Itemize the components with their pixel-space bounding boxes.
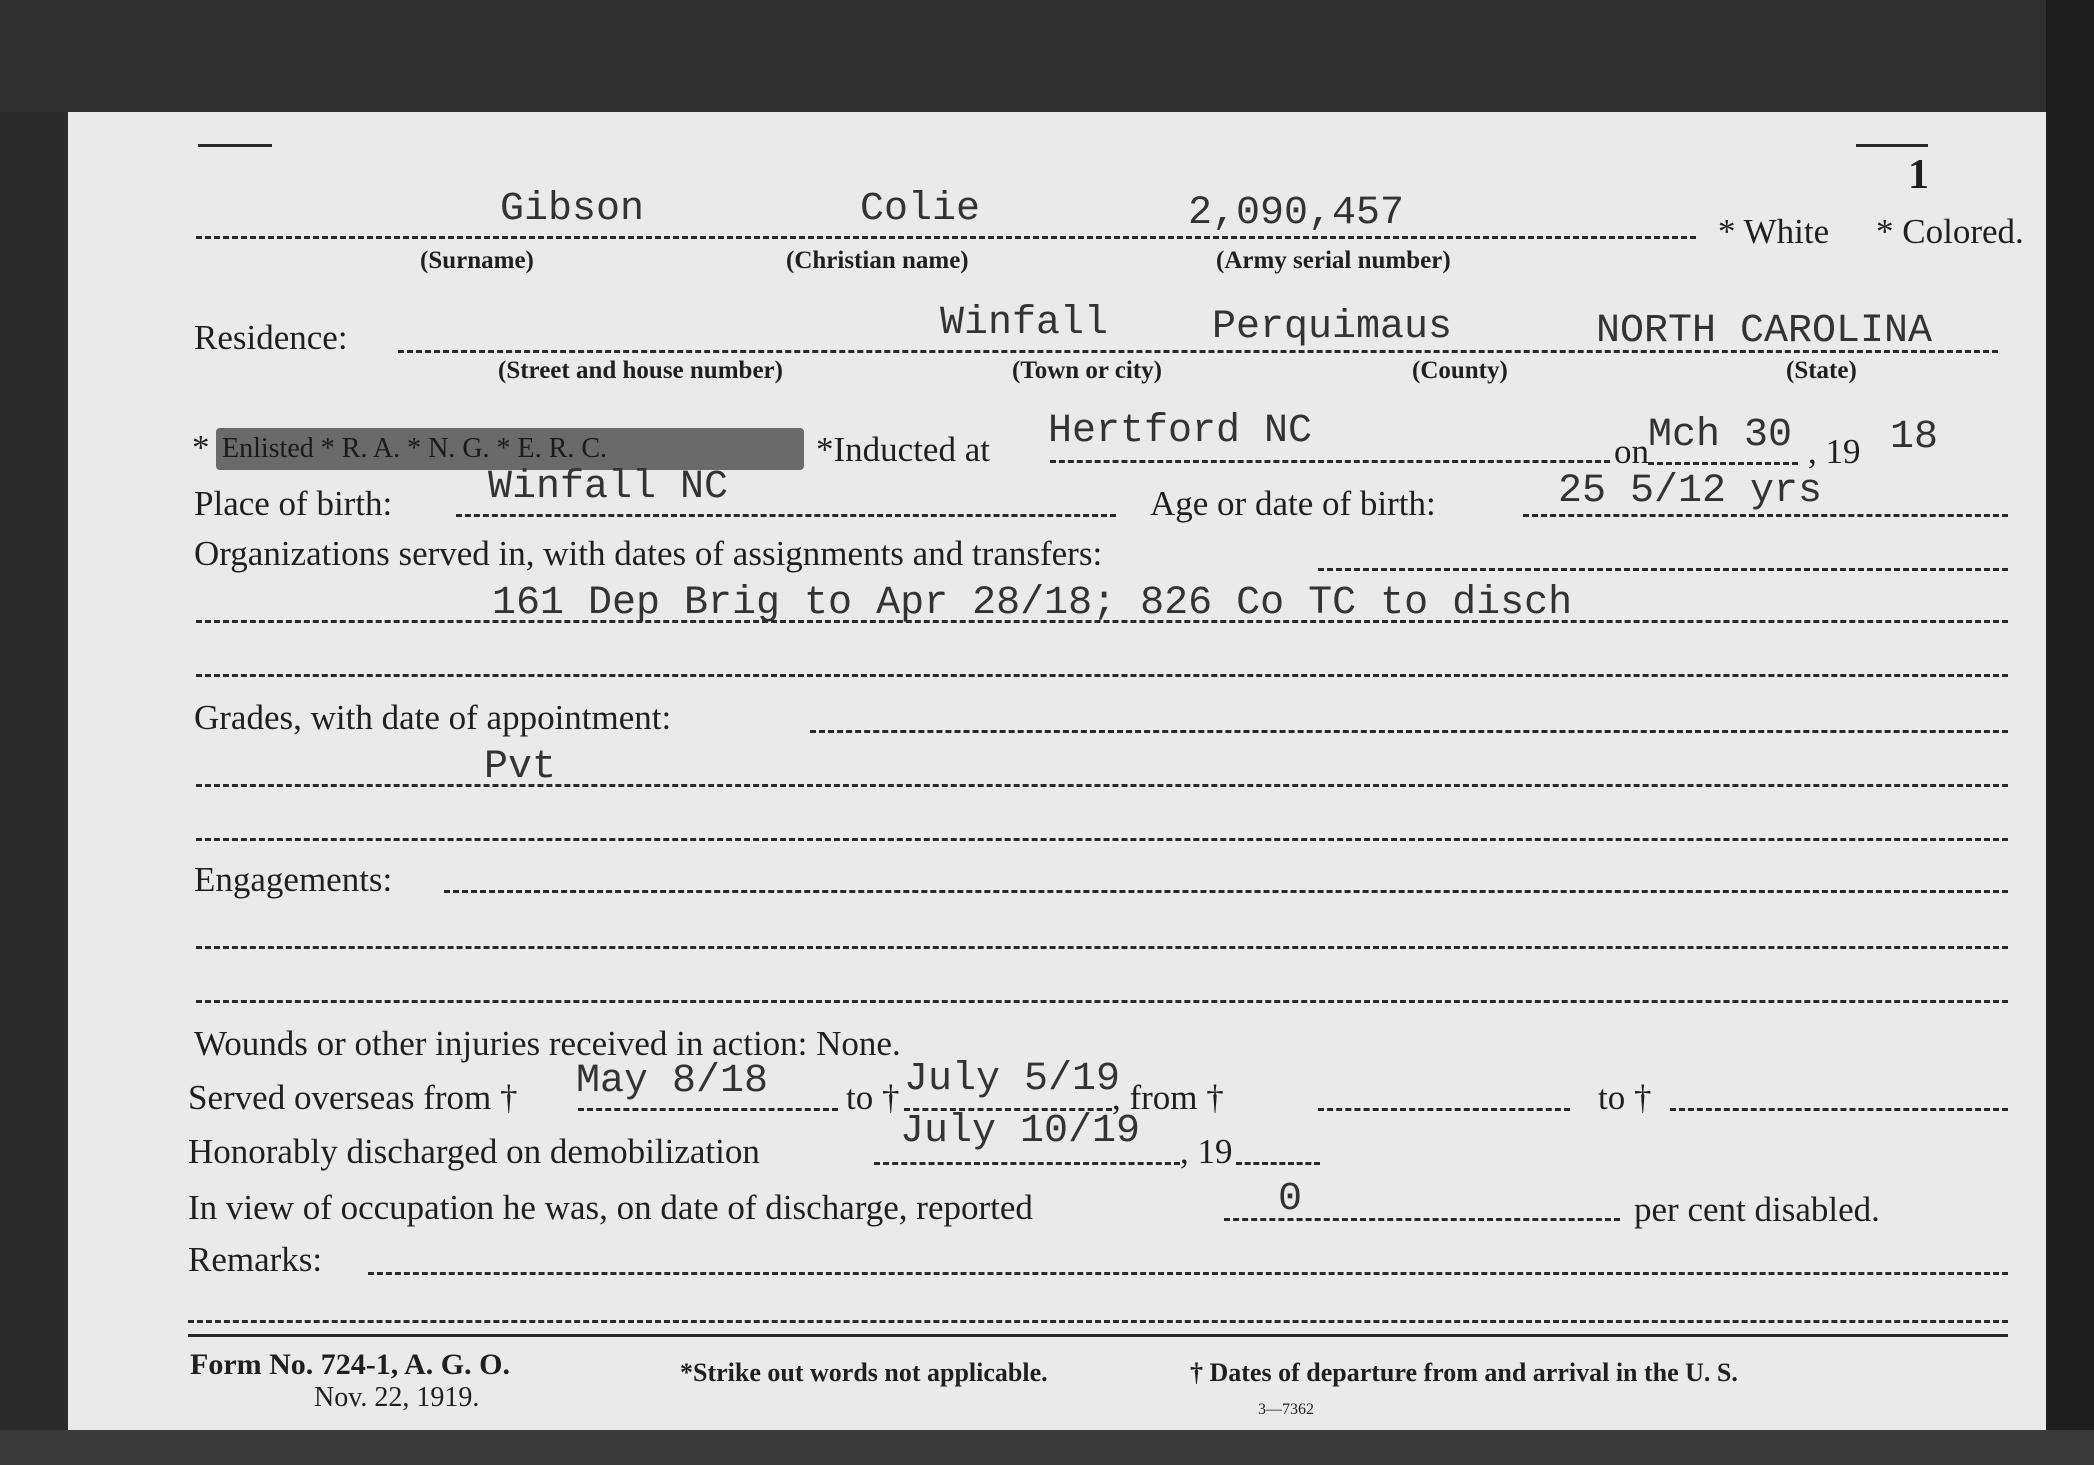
footer-rule xyxy=(188,1334,2008,1337)
disability-value: 0 xyxy=(1278,1177,1303,1222)
card-number: 1 xyxy=(1908,152,1929,198)
residence-county: Perquimaus xyxy=(1212,305,1453,350)
scan-background-top xyxy=(0,0,2094,112)
name-line xyxy=(196,236,1696,239)
serial-number-caption: (Army serial number) xyxy=(1216,247,1451,274)
scan-background-right xyxy=(2046,0,2094,1465)
footnote-strike-out: *Strike out words not applicable. xyxy=(680,1358,1048,1387)
residence-line xyxy=(398,350,1998,353)
disability-label: In view of occupation he was, on date of discharge, reported xyxy=(188,1188,1033,1227)
induction-place-line xyxy=(1050,460,1610,463)
county-caption: (County) xyxy=(1412,357,1508,384)
struck-out-enlisted-options xyxy=(216,428,804,470)
overseas-from2-label: , from † xyxy=(1112,1078,1224,1117)
discharge-date-line xyxy=(874,1162,1180,1165)
organizations-entry: 161 Dep Brig to Apr 28/18; 826 Co TC to disch xyxy=(492,581,1573,626)
print-code: 3—7362 xyxy=(1258,1401,1314,1418)
top-left-rule xyxy=(198,144,272,147)
footnote-dates: † Dates of departure from and arrival in the U. S. xyxy=(1190,1358,1738,1387)
surname-caption: (Surname) xyxy=(420,247,534,274)
white-option: * White xyxy=(1718,212,1830,251)
town-caption: (Town or city) xyxy=(1012,357,1162,384)
organizations-line-1 xyxy=(1318,568,2008,571)
discharge-label: Honorably discharged on demobilization xyxy=(188,1132,760,1171)
struck-out-text: Enlisted * R. A. * N. G. * E. R. C. xyxy=(222,433,608,464)
engagements-line-1 xyxy=(444,890,2008,893)
overseas-to-date: July 5/19 xyxy=(904,1057,1121,1102)
grades-entry: Pvt xyxy=(484,745,557,790)
overseas-to2-label: to † xyxy=(1598,1078,1652,1117)
induction-on-label: on xyxy=(1614,432,1649,471)
induction-year-prefix: , 19 xyxy=(1808,432,1861,471)
organizations-line-2 xyxy=(196,620,2008,623)
state-caption: (State) xyxy=(1786,357,1857,384)
induction-date-line xyxy=(1648,462,1798,465)
place-of-birth-value: Winfall NC xyxy=(488,465,729,510)
residence-town: Winfall xyxy=(940,301,1109,346)
enlisted-asterisk: * xyxy=(192,428,210,467)
engagements-line-3 xyxy=(196,1000,2008,1003)
age-label: Age or date of birth: xyxy=(1150,484,1436,523)
induction-place: Hertford NC xyxy=(1048,409,1313,454)
disability-suffix: per cent disabled. xyxy=(1634,1190,1880,1229)
grades-label: Grades, with date of appointment: xyxy=(194,698,672,737)
served-overseas-label: Served overseas from † xyxy=(188,1078,518,1117)
place-of-birth-label: Place of birth: xyxy=(194,484,393,523)
christian-name-caption: (Christian name) xyxy=(786,247,969,274)
engagements-label: Engagements: xyxy=(194,860,393,899)
form-number: Form No. 724-1, A. G. O. xyxy=(190,1348,510,1381)
christian-name-value: Colie xyxy=(860,187,981,232)
remarks-line-2 xyxy=(188,1320,2008,1323)
disability-line xyxy=(1224,1218,1620,1221)
top-right-rule xyxy=(1856,144,1928,147)
colored-option: * Colored. xyxy=(1876,212,2024,251)
scan-background-bottom xyxy=(0,1430,2094,1465)
inducted-label: *Inducted at xyxy=(816,430,990,469)
age-line xyxy=(1523,514,2008,517)
wounds-statement: Wounds or other injuries received in action: None. xyxy=(194,1024,901,1063)
place-of-birth-line xyxy=(456,514,1116,517)
discharge-year-prefix: , 19 xyxy=(1180,1132,1233,1171)
serial-number-value: 2,090,457 xyxy=(1188,191,1405,236)
overseas-to2-line xyxy=(1670,1108,2008,1111)
overseas-from2-line xyxy=(1318,1108,1570,1111)
form-date: Nov. 22, 1919. xyxy=(314,1382,480,1413)
grades-line-2 xyxy=(196,784,2008,787)
induction-date: Mch 30 xyxy=(1648,413,1793,458)
street-caption: (Street and house number) xyxy=(498,357,783,384)
residence-state: NORTH CAROLINA xyxy=(1596,309,1933,354)
organizations-label: Organizations served in, with dates of assignments and transfers: xyxy=(194,534,1103,573)
remarks-line-1 xyxy=(368,1272,2008,1275)
overseas-to-label: to † xyxy=(846,1078,900,1117)
remarks-label: Remarks: xyxy=(188,1240,323,1279)
age-value: 25 5/12 yrs xyxy=(1558,469,1823,514)
overseas-from-line xyxy=(578,1108,838,1111)
residence-label: Residence: xyxy=(194,318,348,357)
discharge-date: July 10/19 xyxy=(900,1109,1141,1154)
engagements-line-2 xyxy=(196,946,2008,949)
grades-line-3 xyxy=(196,838,2008,841)
induction-year: 18 xyxy=(1890,415,1939,460)
overseas-from-date: May 8/18 xyxy=(576,1059,769,1104)
service-record-card xyxy=(68,112,2046,1430)
discharge-year-line xyxy=(1236,1162,1320,1165)
surname-value: Gibson xyxy=(500,187,645,232)
grades-line-1 xyxy=(810,730,2008,733)
organizations-line-3 xyxy=(196,674,2008,677)
